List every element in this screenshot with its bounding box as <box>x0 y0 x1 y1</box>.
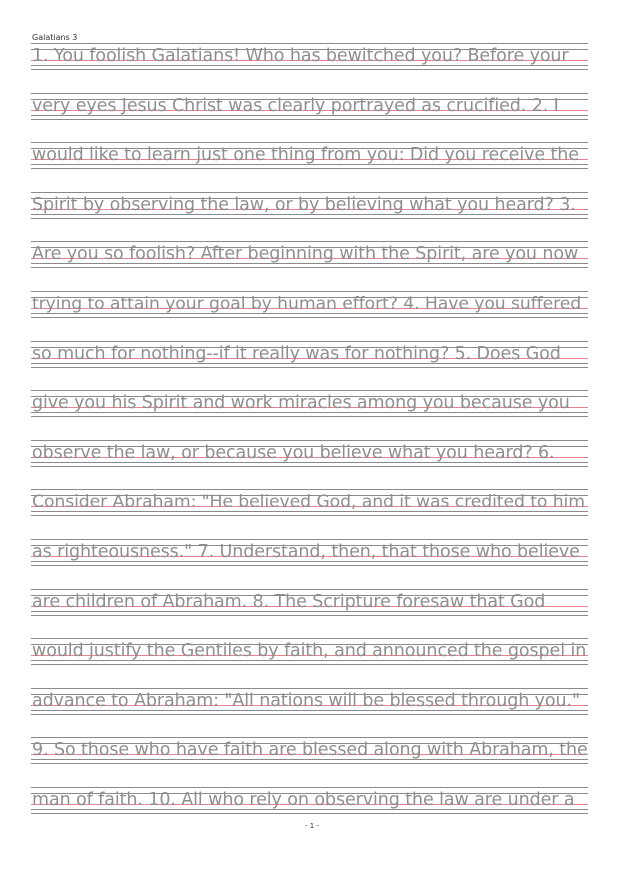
descender-rule <box>31 416 588 417</box>
trace-text: Spirit by observing the law, or by believing what you heard? 3. <box>32 194 576 215</box>
practice-line <box>31 688 588 714</box>
practice-line <box>31 192 588 218</box>
practice-line <box>31 539 588 565</box>
ascender-rule <box>31 688 588 689</box>
ascender-rule <box>31 142 588 143</box>
ascender-rule <box>31 390 588 391</box>
descender-rule <box>31 119 588 120</box>
practice-line <box>31 142 588 168</box>
descender-rule <box>31 515 588 516</box>
trace-text: very eyes Jesus Christ was clearly portrayed as crucified. 2. I <box>32 95 559 116</box>
ascender-rule <box>31 638 588 639</box>
practice-line <box>31 489 588 515</box>
practice-line <box>31 440 588 466</box>
practice-line <box>31 787 588 813</box>
ascender-rule <box>31 589 588 590</box>
practice-line <box>31 43 588 69</box>
practice-line <box>31 638 588 664</box>
descender-rule <box>31 763 588 764</box>
descender-rule <box>31 168 588 169</box>
descender-rule <box>31 565 588 566</box>
trace-text: are children of Abraham. 8. The Scripture foresaw that God <box>32 591 546 612</box>
ascender-rule <box>31 43 588 44</box>
practice-line <box>31 241 588 267</box>
trace-text: 1. You foolish Galatians! Who has bewitched you? Before your <box>32 46 569 66</box>
ascender-rule <box>31 489 588 490</box>
page-title: Galatians 3 <box>32 33 78 42</box>
descender-rule <box>31 267 588 268</box>
trace-text: so much for nothing--if it really was for nothing? 5. Does God <box>32 343 561 364</box>
ascender-rule <box>31 93 588 94</box>
ascender-rule <box>31 341 588 342</box>
descender-rule <box>31 69 588 70</box>
ascender-rule <box>31 241 588 242</box>
descender-rule <box>31 615 588 616</box>
practice-line <box>31 390 588 416</box>
descender-rule <box>31 664 588 665</box>
ascender-rule <box>31 291 588 292</box>
trace-text: observe the law, or because you believe what you heard? 6. <box>32 442 555 463</box>
trace-text: as righteousness." 7. Understand, then, that those who believe <box>32 542 580 562</box>
descender-rule <box>31 466 588 467</box>
trace-text: Consider Abraham: "He believed God, and it was credited to him <box>32 492 585 513</box>
practice-line <box>31 737 588 763</box>
practice-line <box>31 589 588 615</box>
ascender-rule <box>31 192 588 193</box>
trace-text: would like to learn just one thing from you: Did you receive the <box>32 145 579 166</box>
handwriting-practice-sheet <box>31 43 588 819</box>
ascender-rule <box>31 787 588 788</box>
trace-text: Are you so foolish? After beginning with the Spirit, are you now <box>32 244 579 265</box>
descender-rule <box>31 714 588 715</box>
trace-text: give you his Spirit and work miracles among you because you <box>32 393 570 414</box>
trace-text: 9. So those who have faith are blessed along with Abraham, the <box>32 740 588 761</box>
ascender-rule <box>31 539 588 540</box>
descender-rule <box>31 367 588 368</box>
page-number: - 1 - <box>305 822 319 830</box>
practice-line <box>31 93 588 119</box>
ascender-rule <box>31 440 588 441</box>
practice-line <box>31 291 588 317</box>
ascender-rule <box>31 737 588 738</box>
trace-text: advance to Abraham: "All nations will be blessed through you." <box>32 690 580 711</box>
descender-rule <box>31 218 588 219</box>
descender-rule <box>31 317 588 318</box>
trace-text: man of faith. 10. All who rely on observing the law are under a <box>32 790 575 810</box>
practice-line <box>31 341 588 367</box>
descender-rule <box>31 813 588 814</box>
trace-text: would justify the Gentiles by faith, and announced the gospel in <box>32 641 587 662</box>
trace-text: trying to attain your goal by human effort? 4. Have you suffered <box>32 294 582 314</box>
